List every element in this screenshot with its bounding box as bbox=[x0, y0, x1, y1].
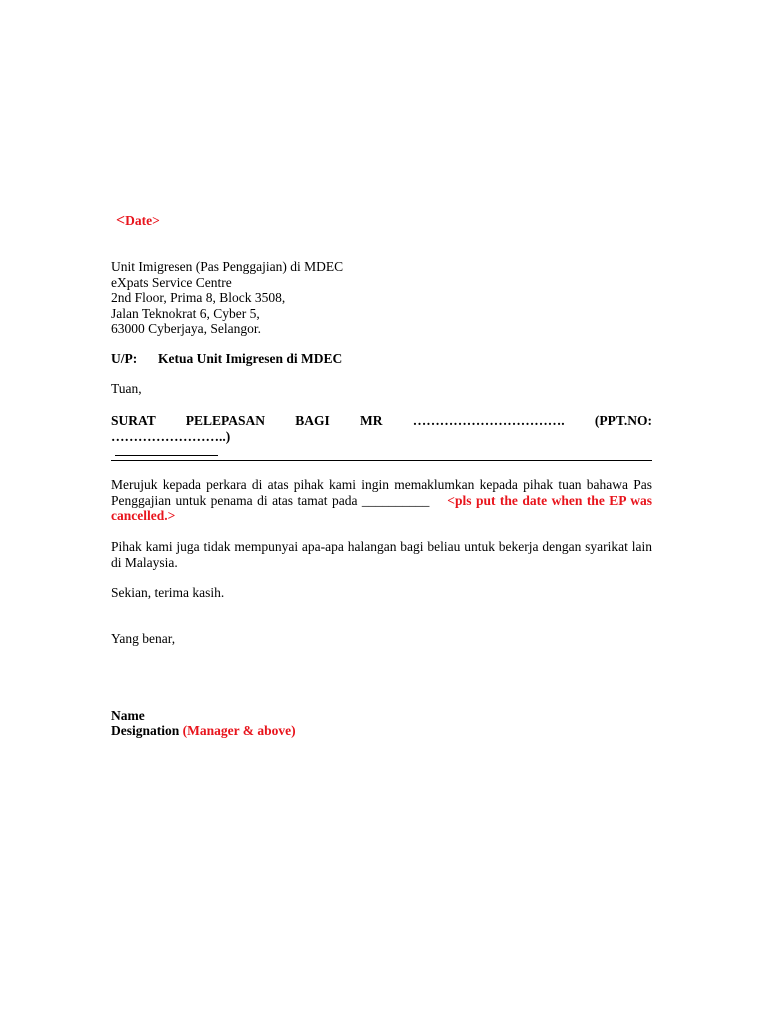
attention-label: U/P: bbox=[111, 351, 138, 366]
subject-rule bbox=[111, 460, 652, 461]
subject-word: PELEPASAN bbox=[185, 413, 266, 428]
attention-value: Ketua Unit Imigresen di MDEC bbox=[158, 351, 343, 366]
address-line: Jalan Teknokrat 6, Cyber 5, bbox=[111, 305, 260, 321]
paragraph-2: Pihak kami juga tidak mempunyai apa-apa halangan bagi beliau untuk bekerja dengan syarikat lain di Malaysia. bbox=[111, 539, 652, 570]
closing-thanks: Sekian, terima kasih. bbox=[111, 585, 225, 600]
subject-line-2: ……………………..) bbox=[111, 429, 231, 444]
date-bracket: < bbox=[116, 212, 126, 229]
cancel-date-note: <pls put the date when the EP was cancelled.> bbox=[111, 492, 652, 523]
address-line: 2nd Floor, Prima 8, Block 3508, bbox=[111, 290, 286, 305]
subject-short-underline bbox=[115, 445, 218, 456]
date-text: Date> bbox=[125, 213, 160, 228]
subject-word: BAGI bbox=[295, 413, 330, 428]
subject-word: (PPT.NO: bbox=[594, 413, 653, 428]
attention-line bbox=[111, 351, 652, 367]
paragraph-1 bbox=[111, 477, 652, 524]
subject-underline-block bbox=[111, 444, 652, 460]
recipient-address bbox=[111, 259, 652, 337]
date-blank: __________ bbox=[361, 492, 430, 508]
signatory-designation: Designation bbox=[111, 723, 180, 738]
subject-word: ……………………………. bbox=[412, 413, 565, 428]
signatory-designation-line bbox=[111, 723, 652, 739]
address-line: 63000 Cyberjaya, Selangor. bbox=[111, 321, 261, 336]
salutation: Tuan, bbox=[111, 381, 142, 396]
closing-regards: Yang benar, bbox=[111, 631, 176, 646]
date-placeholder bbox=[116, 213, 160, 229]
paragraph-1-text: Merujuk kepada perkara di atas pihak kami ingin memaklumkan kepada pihak tuan bahawa Pas Penggajian untuk penama di atas tamat pada bbox=[111, 477, 652, 508]
subject-line bbox=[111, 413, 652, 429]
subject-word: SURAT bbox=[111, 413, 156, 428]
signatory-name: Name bbox=[111, 708, 145, 723]
designation-note: (Manager & above) bbox=[182, 723, 296, 738]
subject-word: MR bbox=[360, 413, 383, 428]
address-line: Unit Imigresen (Pas Penggajian) di MDEC bbox=[111, 259, 344, 274]
address-line: eXpats Service Centre bbox=[111, 274, 232, 290]
